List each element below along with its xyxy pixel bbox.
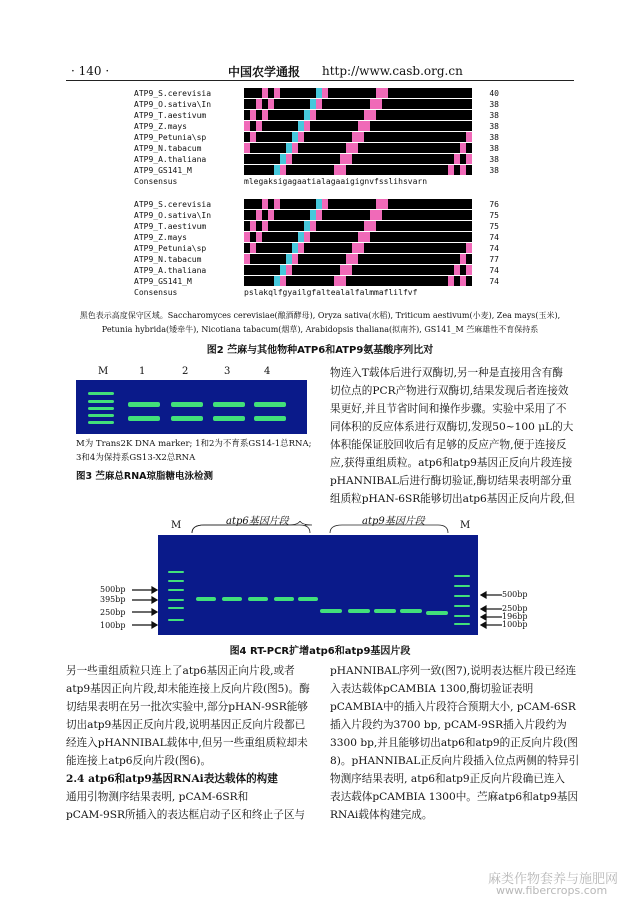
fig4-marker-left-label: M	[171, 520, 182, 531]
sequence-bar	[244, 154, 494, 164]
sequence-name: ATP9_N.tabacum	[134, 255, 202, 264]
residue-cell	[466, 143, 472, 153]
fig4-group-left: atp6基因片段	[226, 516, 289, 527]
text-line: 表达载体pCAMBIA 1300中。苎麻atp6和atp9基因	[330, 791, 579, 803]
text-line: 同体积的反应体系进行双酶切,发现50~100 μL的大	[330, 421, 574, 433]
text-line: 应,获得重组质粒。atp6和atp9基因正反向片段连接	[330, 457, 573, 469]
text-line: RNAi载体构建完成。	[330, 809, 433, 821]
fig3-legend	[76, 437, 321, 465]
sequence-bar	[244, 243, 494, 253]
arrows-right	[480, 590, 504, 630]
right-column-text	[330, 662, 580, 824]
sequence-name: ATP9_Z.mays	[134, 233, 187, 242]
lane-label-4: 4	[264, 366, 271, 377]
sequence-name: ATP9_S.cerevisia	[134, 200, 212, 209]
sequence-position: 74	[489, 244, 499, 253]
watermark-cn: 麻类作物套养与施肥网	[488, 872, 619, 887]
text-line: atp9基因正向片段,却未能连接上反向片段(图5)。酶	[66, 683, 310, 695]
watermark-url: www.fibercrops.com	[496, 884, 608, 897]
sequence-name: ATP9_O.sativa\In	[134, 211, 212, 220]
sequence-position: 74	[489, 277, 499, 286]
sequence-bar	[244, 110, 494, 120]
size-label: 250bp	[100, 608, 126, 617]
text-line: 果更好,并且节省时间和操作步骤。实验中采用了不	[330, 403, 567, 415]
alignment-block-1	[134, 88, 499, 188]
text-line: 经连入pHANNIBAL载体中,但另一些重组质粒却未	[66, 737, 308, 749]
sequence-position: 75	[489, 211, 499, 220]
sequence-bar	[244, 210, 494, 220]
band	[168, 571, 184, 573]
residue-cell	[466, 254, 472, 264]
journal-name: 中国农学通报	[228, 65, 301, 79]
fig2-note-1: 黑色表示高度保守区域。Saccharomyces cerevisiae(酿酒酵母), Oryza sativa(水稻), Triticum aestivum(小麦), Zea mays(玉米),	[79, 311, 561, 320]
band	[171, 402, 203, 407]
sequence-name: ATP9_GS141_M	[134, 166, 192, 175]
sequence-name: ATP9_Petunia\sp	[134, 244, 207, 253]
journal-url[interactable]: http://www.casb.org.cn	[322, 64, 463, 78]
gel-image-fig3	[76, 380, 307, 434]
fig2-note-2: Petunia hybrida(矮牵牛), Nicotiana tabacum(烟草), Arabidopsis thaliana(拟南芥), GS141_M 苎麻雄性不育保持系	[101, 325, 539, 334]
sequence-bar	[244, 121, 494, 131]
residue-cell	[466, 221, 472, 231]
size-label: 100bp	[502, 620, 528, 629]
residue-cell	[466, 232, 472, 242]
residue-cell	[466, 243, 472, 253]
band	[168, 589, 184, 591]
band	[400, 609, 422, 613]
page-header	[0, 0, 641, 92]
text-line: pCAM-9SR所插入的表达框启动子区和终止子区与	[66, 809, 306, 821]
band	[426, 611, 448, 615]
text-line: 体积能保证胶回收后有足够的反应产物,便于连接反	[330, 439, 567, 451]
gel-image-fig4	[158, 535, 478, 635]
sequence-position: 38	[489, 166, 499, 175]
band	[213, 402, 245, 407]
section-heading: 2.4 atp6和atp9基因RNAi表达载体的构建	[66, 773, 278, 785]
sequence-name: ATP9_T.aestivum	[134, 111, 207, 120]
band	[454, 575, 470, 577]
band	[168, 599, 184, 601]
band	[320, 609, 342, 613]
sequence-bar	[244, 99, 494, 109]
lane-label-3: 3	[224, 366, 231, 377]
band	[128, 416, 160, 421]
size-label: 395bp	[100, 595, 126, 604]
sequence-bar	[244, 232, 494, 242]
residue-cell	[466, 132, 472, 142]
band	[171, 416, 203, 421]
text-line: 能连接上atp6反向片段(图6)。	[66, 755, 212, 767]
band	[274, 597, 294, 601]
size-label: 250bp	[502, 604, 528, 613]
sequence-position: 74	[489, 233, 499, 242]
alignment-block-2	[134, 199, 499, 299]
consensus-sequence: pslakqlfgyailgfaltealalfalmmaflilfvf	[244, 288, 418, 297]
text-line: 物连入T载体后进行双酶切,另一种是直接用含有酶	[330, 367, 563, 379]
fig4-group-brackets	[190, 521, 460, 535]
sequence-name: ATP9_T.aestivum	[134, 222, 207, 231]
text-line: 切结果表明在另一批次实验中,部分pHAN-9SR能够	[66, 701, 308, 713]
sequence-bar	[244, 265, 494, 275]
residue-cell	[466, 165, 472, 175]
page-number: · 140 ·	[71, 64, 110, 78]
consensus-label: Consensus	[134, 177, 178, 186]
size-label: 196bp	[502, 612, 528, 621]
text-line: pHANNIBAL后进行酶切验证,酶切结果表明部分重	[330, 475, 572, 487]
sequence-position: 38	[489, 100, 499, 109]
sequence-bar	[244, 88, 494, 98]
fig3-legend-line-2: 3和4为保持系GS13-X2总RNA	[76, 453, 196, 463]
sequence-name: ATP9_N.tabacum	[134, 144, 202, 153]
sequence-name: ATP9_Z.mays	[134, 122, 187, 131]
sequence-name: ATP9_Petunia\sp	[134, 133, 207, 142]
sequence-bar	[244, 165, 494, 175]
residue-cell	[466, 88, 472, 98]
sequence-bar	[244, 132, 494, 142]
size-label: 500bp	[100, 585, 126, 594]
band	[248, 597, 268, 601]
fig4-group-right: atp9基因片段	[362, 516, 425, 527]
residue-cell	[466, 99, 472, 109]
text-line: 插入片段约为3700 bp, pCAM-9SR插入片段约为	[330, 719, 567, 731]
text-line: 3300 bp,并且能够切出atp6和atp9的正反向片段(图	[330, 737, 578, 749]
sequence-name: ATP9_GS141_M	[134, 277, 192, 286]
sequence-position: 38	[489, 144, 499, 153]
fig4-size-labels-right	[502, 591, 552, 629]
text-line: pHANNIBAL序列一致(图7),说明表达框片段已经连	[330, 665, 577, 677]
sequence-position: 38	[489, 111, 499, 120]
band	[222, 597, 242, 601]
lane-label-2: 2	[182, 366, 189, 377]
consensus-sequence: mlegaksigagaatialagaaigignvfsslihsvarn	[244, 177, 428, 186]
arrows-left	[130, 585, 158, 635]
fig3-title: 图3 苎麻总RNA琼脂糖电泳检测	[76, 471, 214, 482]
band	[88, 407, 114, 410]
sequence-position: 40	[489, 89, 499, 98]
band	[88, 421, 114, 424]
fig3-legend-line-1: M为 Trans2K DNA marker; 1和2为不育系GS14-1总RNA;	[76, 439, 312, 449]
residue-cell	[466, 210, 472, 220]
band	[88, 414, 114, 417]
fig4-title: 图4 RT-PCR扩增atp6和atp9基因片段	[229, 646, 411, 657]
sequence-name: ATP9_S.cerevisia	[134, 89, 212, 98]
fig3-lane-labels	[76, 366, 307, 380]
fig4-marker-right-label: M	[460, 520, 471, 531]
residue-cell	[466, 154, 472, 164]
residue-cell	[466, 110, 472, 120]
sequence-position: 38	[489, 155, 499, 164]
sequence-name: ATP9_A.thaliana	[134, 266, 207, 275]
left-column-text	[66, 662, 316, 770]
lane-label-m: M	[98, 366, 109, 377]
text-line: 入表达载体pCAMBIA 1300,酶切验证表明	[330, 683, 534, 695]
band	[213, 416, 245, 421]
band	[168, 619, 184, 621]
sequence-bar	[244, 199, 494, 209]
text-line: 通用引物测序结果表明, pCAM-6SR和	[66, 791, 249, 803]
lane-label-1: 1	[139, 366, 146, 377]
band	[454, 595, 470, 597]
text-line: pCAMBIA中的插入片段符合预期大小, pCAM-6SR	[330, 701, 576, 713]
band	[196, 597, 216, 601]
sequence-name: ATP9_A.thaliana	[134, 155, 207, 164]
band	[88, 392, 114, 395]
band	[454, 605, 470, 607]
size-label: 500bp	[502, 590, 528, 599]
size-label: 100bp	[100, 621, 126, 630]
band	[454, 615, 470, 617]
sequence-position: 38	[489, 122, 499, 131]
band	[168, 580, 184, 582]
right-paragraph-top	[330, 364, 580, 508]
band	[128, 402, 160, 407]
band	[298, 597, 318, 601]
band	[88, 400, 114, 403]
residue-cell	[466, 199, 472, 209]
sequence-position: 38	[489, 133, 499, 142]
sequence-position: 74	[489, 266, 499, 275]
band	[454, 623, 470, 625]
left-column-text-2	[66, 788, 316, 824]
residue-cell	[466, 121, 472, 131]
sequence-bar	[244, 143, 494, 153]
consensus-label: Consensus	[134, 288, 178, 297]
fig2-title: 图2 苎麻与其他物种ATP6和ATP9氨基酸序列比对	[206, 345, 434, 356]
text-line: 8)。pHANNIBAL正反向片段插入位点两侧的特异引	[330, 755, 580, 767]
text-line: 另一些重组质粒只连上了atp6基因正向片段,或者	[66, 665, 295, 677]
sequence-bar	[244, 254, 494, 264]
text-line: 组质粒pHAN-6SR能够切出atp6基因正反向片段,但	[330, 493, 575, 505]
text-line: 切位点的PCR产物进行双酶切,结果发现后者连接效	[330, 385, 569, 397]
band	[254, 402, 286, 407]
band	[454, 585, 470, 587]
band	[254, 416, 286, 421]
residue-cell	[466, 276, 472, 286]
sequence-position: 76	[489, 200, 499, 209]
header-rule	[66, 80, 574, 81]
sequence-position: 77	[489, 255, 499, 264]
band	[168, 607, 184, 609]
sequence-name: ATP9_O.sativa\In	[134, 100, 212, 109]
text-line: 切出atp9基因正反向片段,说明基因正反向片段都已	[66, 719, 306, 731]
residue-cell	[466, 265, 472, 275]
band	[374, 609, 396, 613]
sequence-bar	[244, 276, 494, 286]
band	[348, 609, 370, 613]
sequence-position: 75	[489, 222, 499, 231]
text-line: 物测序结果表明, atp6和atp9正反向片段确已连入	[330, 773, 566, 785]
sequence-bar	[244, 221, 494, 231]
